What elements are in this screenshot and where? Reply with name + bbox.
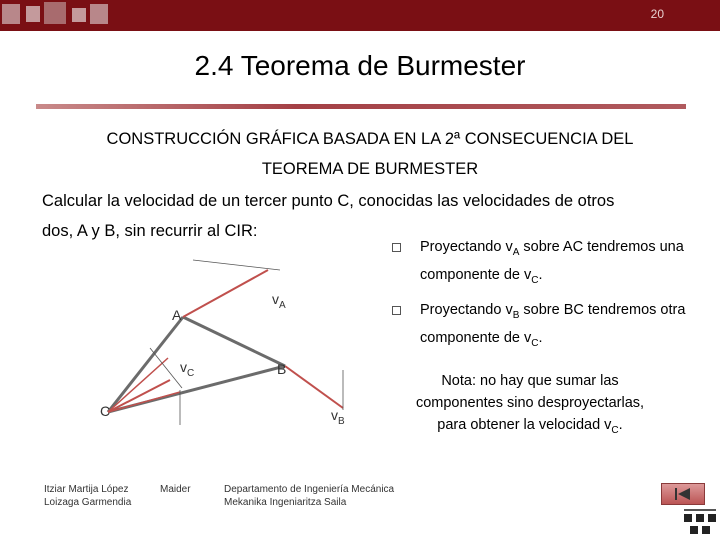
university-seal-icon: [680, 508, 720, 540]
intro-line-2: dos, A y B, sin recurrir al CIR:: [42, 222, 258, 240]
note-label: Nota: [441, 373, 472, 389]
bullet-subscript: A: [512, 246, 520, 258]
label-C: C: [100, 403, 111, 419]
bullet-text: sobre AC tendremos una componente de v: [420, 239, 684, 283]
label-A: A: [172, 307, 182, 323]
first-slide-button[interactable]: [661, 483, 705, 505]
footer-dept-line-1: Departamento de Ingeniería Mecánica: [224, 484, 395, 495]
bullet-text: .: [538, 266, 543, 283]
square-bullet-icon: [392, 306, 401, 315]
note-line-3-text: para obtener la velocidad v: [437, 417, 612, 433]
note-end: .: [618, 417, 623, 433]
label-vB: $v_B$: [331, 407, 345, 427]
note-text: [395, 370, 665, 442]
bullet-text: .: [538, 329, 543, 346]
construction-line-1: [193, 260, 280, 270]
section-heading: [40, 124, 700, 184]
bullet-text: Proyectando v: [420, 239, 513, 255]
note-line-1: [395, 370, 665, 392]
title-divider: [36, 104, 686, 109]
vector-vA: [183, 270, 268, 317]
note-subscript: C: [611, 424, 619, 436]
heading-line-2: TEOREMA DE BURMESTER: [261, 160, 479, 178]
university-logo-icon: [0, 0, 112, 31]
burmester-diagram: [90, 240, 390, 440]
slide-title: 2.4 Teorema de Burmester: [194, 50, 526, 81]
vector-vB: [285, 366, 343, 408]
footer-author-line-2: Loizaga Garmendia: [44, 497, 132, 508]
bullet-subscript: B: [512, 309, 520, 321]
footer-author-2: Maider: [160, 484, 191, 495]
link-C-A: [108, 317, 183, 412]
bullet-item-1: [388, 236, 688, 292]
note-line-3: [395, 414, 665, 442]
footer-author: [44, 483, 131, 509]
note-line-2: componentes sino desproyectarlas,: [415, 395, 645, 411]
heading-line-1: CONSTRUCCIÓN GRÁFICA BASADA EN LA 2ª CONSECUENCIA DEL: [106, 130, 634, 148]
bullet-text: Proyectando v: [420, 301, 513, 318]
bullet-subscript: C: [531, 274, 539, 286]
label-vC: $v_C$: [180, 359, 195, 379]
header-bar: [0, 0, 720, 31]
bullet-list: [388, 236, 688, 362]
label-B: B: [277, 361, 287, 377]
footer-department: [224, 483, 394, 509]
note-line-1-text: : no hay que sumar las: [471, 373, 619, 389]
skip-back-icon: [662, 484, 704, 504]
bullet-subscript: C: [531, 337, 539, 349]
bullet-text: sobre BC tendremos otra componente de v: [420, 301, 686, 346]
footer-author-line-1: Itziar Martija López: [44, 484, 129, 495]
square-bullet-icon: [392, 243, 401, 252]
intro-line-1: Calcular la velocidad de un tercer punto C, conocidas las velocidades de otros: [42, 192, 615, 210]
link-A-B: [183, 317, 285, 366]
bullet-item-2: [388, 299, 688, 355]
label-vA: $v_A$: [272, 291, 286, 311]
page-number: 20: [650, 7, 664, 21]
footer-dept-line-2: Mekanika Ingeniaritza Saila: [224, 497, 347, 508]
